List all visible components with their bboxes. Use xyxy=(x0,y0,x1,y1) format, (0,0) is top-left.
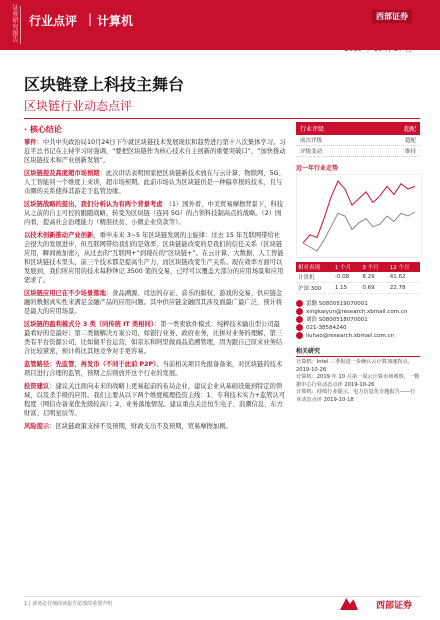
footer-text: 1 | 请务必仔细阅读报告尾部的重要声明 xyxy=(24,601,113,607)
trend-chart xyxy=(296,174,422,258)
rating-row: 评级变动 维持 xyxy=(296,146,420,157)
mountain-logo-icon xyxy=(340,598,358,610)
rating-row: 前次评级 超配 xyxy=(296,135,420,146)
chart-title: 近一年行业走势 xyxy=(296,165,339,172)
report-title: 区块链登上科技主舞台 xyxy=(24,75,185,94)
person-icon xyxy=(296,316,303,323)
paragraph: 监管路径：先监管，再发币（不同于此前 P2P）。当前相关项目先报备备案，对区块链的技术项目进行合理的监管，预期之后则放开这个行业的发展。 xyxy=(24,361,283,377)
paragraph: 事件：中共中央政治局10月24日下午就区块链技术发展现状和趋势进行第十八次集体学习。习近平总书记在主持学习时强调，“要把区块链作为核心技术自主创新的重要突破口”、“加快推动区块链技术和产业创新发展”。 xyxy=(24,139,286,164)
series-line-1 xyxy=(303,212,415,251)
table-header-row: 相对表现 1 个月 3 个月 12 个月 xyxy=(296,262,420,272)
main-body xyxy=(24,138,286,435)
rating-header: 行业评级 超配 xyxy=(296,122,420,135)
analyst-phone: 021-38584240 xyxy=(296,324,420,332)
mail-icon xyxy=(296,332,303,339)
table-row: 计算机 -0.08 8.29 41.62 xyxy=(296,272,420,283)
header-industry: 计算机 xyxy=(97,14,134,28)
related-item[interactable]: 计算机：Intel 三季报进一步确认云计算加速拐点，2019-10-26 xyxy=(296,359,413,373)
footer-logo: 西部证券 xyxy=(375,601,412,611)
paragraph: 区块链的盈利模式分 3 类（同传统 IT 类相同）：第一类卖软件模式：纯粹技术输出型公司最最看好的是最好；第二类做解决方案公司，如银行业务、政府业务，比拼对业务的理解，第三类有平台资源公司，比如做平台运营，如京东和阿里做商品追溯管理，因为跟自己原来业务结合比较紧密，预计将比其他竞争对手更容易。 xyxy=(24,321,283,355)
sidebar xyxy=(296,122,420,404)
analyst-block xyxy=(296,300,420,340)
mail-icon xyxy=(296,308,303,315)
brand-logo: 西部证券 xyxy=(372,10,412,23)
title-rule xyxy=(24,118,420,119)
trend-chart-svg xyxy=(297,175,421,257)
phone-icon xyxy=(296,324,303,331)
table-row: 沪深 300 1.15 0.69 22.78 xyxy=(296,283,420,294)
related-heading: 相关研究 xyxy=(296,346,420,357)
footer-rule xyxy=(24,596,420,597)
series-line-0 xyxy=(303,181,415,243)
analyst-line: 刘浩 S0800518070001 xyxy=(296,316,420,324)
header-separator: | xyxy=(88,12,93,26)
header-divider xyxy=(20,6,21,44)
paragraph: 投资建议：建议关注面向未来的战略上更易起前的布局企业，建议企业从基础设施到特定的领域，以及杀手级的应用。我们主要从以下两个维度梳理投资主线：1、专利技术实力+监管认可程度（网信办备案优先级较高）；2、业务落地情况。建议重点关注恒生电子、浪潮信息、东方财富、启明星辰等。 xyxy=(24,383,286,417)
paragraph: 以技术创新推动产业创新，重申未来 3~5 年区块链发展的主旋律：过去 15 年互联网带给社会很大的发展进步，但互联网带给我们的是效率，区块链能改变的是我们的信任关系（区块链应用，瞬间被加密），从过去的“互联网+”到现在的“区块链+”。在云计算、大数据、人工智能和区块链技术里头，前三个技术都是提高生产力，而区块链改变生产关系。现在效率方面可以发展到，我们所应用的技术每秒钟记 3500 笔的交易，已经可以覆盖大部分的应用场景和应用需求了。 xyxy=(24,232,284,284)
related-item[interactable]: 计算机：持续行业提示，电力信息化专题报告——行业动态点评 2019-10-18 xyxy=(296,389,416,403)
report-subtitle: 区块链行业动态点评 xyxy=(24,99,133,113)
header-bar xyxy=(0,0,440,50)
vertical-tag: 证券研究报告 xyxy=(11,4,18,43)
analyst-email: xingkaiyun@research.xbmail.com.cn xyxy=(296,308,420,316)
paragraph: 区块链战略的提出，我们分析认为有两个背景考虑：（1）国外看，中美贸易摩擦背景下，科技从之前的自主可控的跟随战略，转变为区块链（连同 5G）的占领科技制高点的战略。（2）国内看，提高社会治理能力（精准扶贫、小微企业贷款等）。 xyxy=(24,201,284,226)
person-icon xyxy=(296,300,303,307)
analyst-email: liuhao@research.xbmail.com.cn xyxy=(296,332,420,340)
header-category: 行业点评 xyxy=(29,14,78,28)
report-date: 2019 年 10 月 27 日 xyxy=(344,45,412,53)
bullet-icon: · xyxy=(24,125,30,134)
related-list xyxy=(296,359,420,404)
related-item[interactable]: 计算机：2019 年 10 月第一周云计算市场观察，一数据中心行业动态点评 2019-10-26 xyxy=(296,374,420,388)
analyst-line: 雷勤 S0800519070001 xyxy=(296,300,420,308)
section-heading: · 核心结论 xyxy=(24,125,62,134)
paragraph: 风险提示：区块链政策支持不及预期，财政支出不及预期，贸易摩擦加剧。 xyxy=(24,423,232,430)
paragraph: 区块链提及高度超市场预期：此次讲话表明国家把区块链新技术放在与云计算、物联网、5G、人工智能同一个维度上来讲，超市场预期。此前市场认为区块链仍是一种偏草根的技术，且与币圈的关系使得其游走于监管边缘。 xyxy=(24,170,285,195)
paragraph: 区块链应用已在不少场景落地：食品溯源、司法的存证、音乐的版权、游戏的交易、供应链金融的数据真实性来满足金融产品的应用问题。其中供应链金融因其涉及面最广最广泛，预计将是最大的应用场景。 xyxy=(24,290,283,315)
performance-table xyxy=(296,262,420,294)
